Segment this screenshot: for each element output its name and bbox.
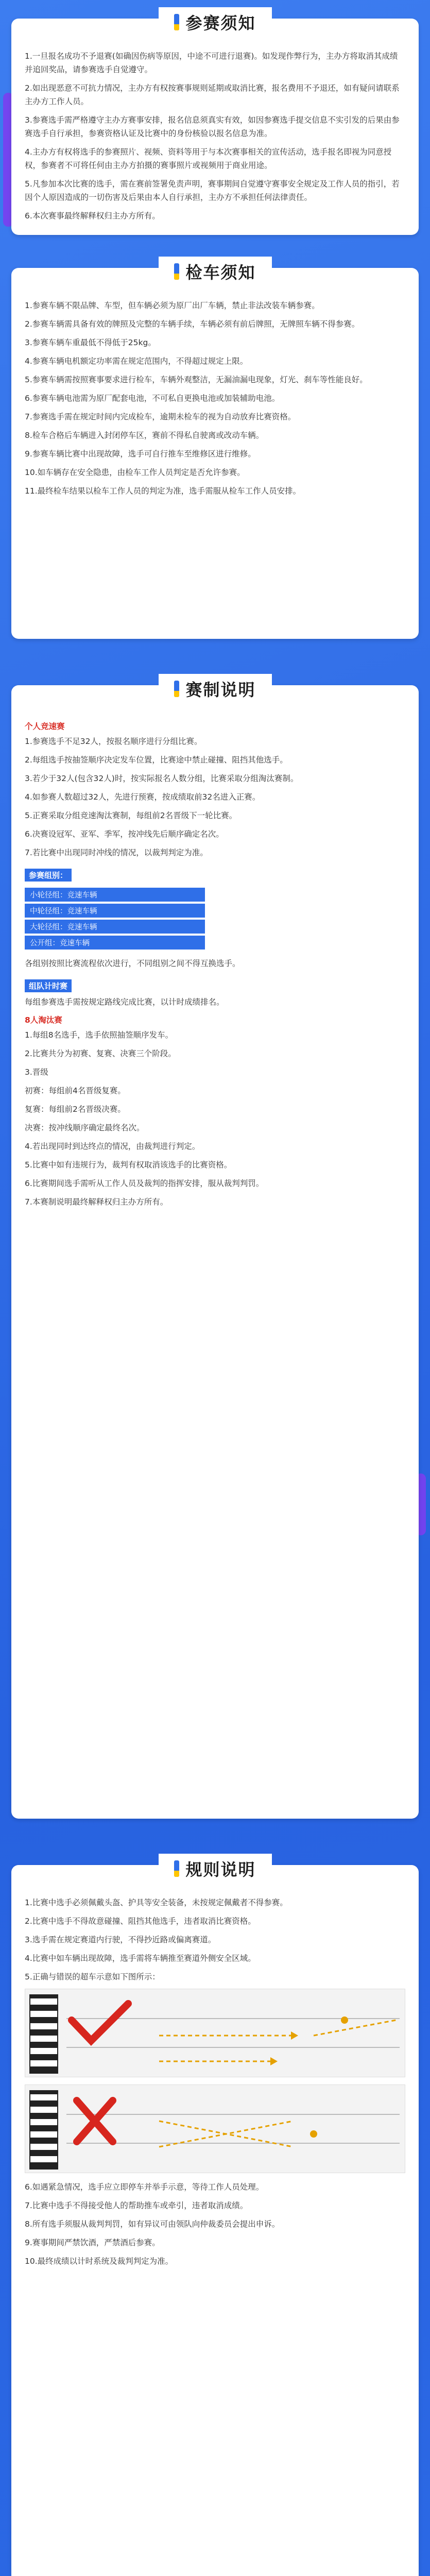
- personal-para-3: 3.若少于32人(包含32人)时，按实际报名人数分组，比赛采取分组淘汰赛制。: [25, 774, 299, 783]
- check-card: [11, 263, 419, 639]
- team-race-note: 每组参赛选手需按规定路线完成比赛，以计时成绩排名。: [25, 997, 225, 1007]
- check-card-header: [159, 257, 272, 286]
- elimination-heading: 8人淘汰赛: [25, 1015, 62, 1025]
- elim-para-3: 3.晋级: [25, 1067, 48, 1077]
- elim-para-8: 5.比赛中如有违规行为，裁判有权取消该选手的比赛资格。: [25, 1160, 232, 1170]
- personal-para-4: 4.如参赛人数超过32人，先进行预赛，按成绩取前32名进入正赛。: [25, 792, 261, 802]
- title-bar-icon: [174, 14, 179, 30]
- personal-para-7: 7.若比赛中出现同时冲线的情况，以裁判判定为准。: [25, 848, 208, 857]
- check-para-1: 1.参赛车辆不限品牌、车型，但车辆必须为原厂出厂车辆，禁止非法改装车辆参赛。: [25, 301, 320, 310]
- personal-para-6: 6.决赛设冠军、亚军、季军，按冲线先后顺序确定名次。: [25, 829, 224, 839]
- elim-para-6: 决赛：按冲线顺序确定最终名次。: [25, 1123, 145, 1132]
- elim-para-5: 复赛：每组前2名晋级决赛。: [25, 1105, 126, 1114]
- title-bar-icon: [174, 1860, 179, 1877]
- elim-para-4: 初赛：每组前4名晋级复赛。: [25, 1086, 126, 1095]
- notice-para-3: 3.参赛选手需严格遵守主办方赛事安排，报名信息须真实有效，如因参赛选手提交信息不实引发的后果由参赛选手自行承担，参赛资格认证及比赛中的身份核验以报名信息为准。: [25, 115, 400, 138]
- regulation-after-4: 9.赛事期间严禁饮酒，严禁酒后参赛。: [25, 2238, 160, 2247]
- arrow-icon: [270, 2057, 278, 2065]
- regulation-after-1: 6.如遇紧急情况，选手应立即停车并举手示意，等待工作人员处理。: [25, 2182, 264, 2192]
- path-line: [314, 2020, 396, 2036]
- notice-card-header: [159, 7, 272, 37]
- list-item: 公开组：竞速车辆: [25, 936, 205, 950]
- check-para-3: 3.参赛车辆车重最低不得低于25kg。: [25, 338, 156, 347]
- personal-race-heading: 个人竞速赛: [25, 722, 65, 731]
- correct-overtake-svg: [25, 1989, 405, 2077]
- rider-dot-icon: [310, 2130, 317, 2138]
- notice-title: 参赛须知: [185, 13, 256, 33]
- notice-para-5: 5.凡参加本次比赛的选手，需在赛前签署免责声明，赛事期间自觉遵守赛事安全规定及工作人员的指引，若因个人原因造成的一切伤害及后果由本人自行承担，主办方不承担任何法律责任。: [25, 179, 400, 202]
- check-para-6: 6.参赛车辆电池需为原厂配套电池，不可私自更换电池或加装辅助电池。: [25, 394, 280, 403]
- elim-para-1: 1.每组8名选手，选手依照抽签顺序发车。: [25, 1030, 174, 1040]
- group-heading: 参赛组别：: [25, 869, 72, 882]
- list-item: 小轮径组：竞速车辆: [25, 888, 205, 902]
- cross-icon: [77, 2100, 113, 2142]
- personal-para-2: 2.每组选手按抽签顺序决定发车位置，比赛途中禁止碰撞、阻挡其他选手。: [25, 755, 288, 765]
- regulation-para-3: 3.选手需在规定赛道内行驶，不得抄近路或偏离赛道。: [25, 1935, 216, 1944]
- check-para-4: 4.参赛车辆电机额定功率需在规定范围内，不得超过规定上限。: [25, 357, 248, 366]
- wrong-overtake-diagram: [25, 2084, 405, 2173]
- group-list: [25, 887, 405, 951]
- notice-para-2: 2.如出现恶意不可抗力情况，主办方有权按赛事规则延期或取消比赛，报名费用不予退还，如有疑问请联系主办方工作人员。: [25, 83, 400, 106]
- group-note: 各组别按照比赛流程依次进行，不同组别之间不得互换选手。: [25, 959, 240, 968]
- list-item: 大轮径组：竞速车辆: [25, 920, 205, 934]
- personal-para-1: 1.参赛选手不足32人，按报名顺序进行分组比赛。: [25, 737, 202, 746]
- check-icon: [72, 2004, 128, 2041]
- rules-card: [11, 680, 419, 1819]
- check-para-8: 8.检车合格后车辆进入封闭停车区，赛前不得私自驶离或改动车辆。: [25, 431, 264, 440]
- notice-para-1: 1.一旦报名成功不予退赛(如确因伤病等原因，中途不可进行退赛)。如发现作弊行为，主办方将取消其成绩并追回奖品，请参赛选手自觉遵守。: [25, 52, 398, 74]
- check-para-7: 7.参赛选手需在规定时间内完成检车，逾期未检车的视为自动放弃比赛资格。: [25, 412, 296, 421]
- team-race-heading: 组队计时赛: [25, 979, 72, 992]
- notice-para-6: 6.本次赛事最终解释权归主办方所有。: [25, 211, 160, 221]
- regulation-after-2: 7.比赛中选手不得接受他人的帮助推车或牵引，违者取消成绩。: [25, 2201, 248, 2210]
- wrong-overtake-svg: [25, 2085, 405, 2173]
- check-para-11: 11.最终检车结果以检车工作人员的判定为准，选手需服从检车工作人员安排。: [25, 486, 301, 496]
- check-para-9: 9.参赛车辆比赛中出现故障，选手可自行推车至维修区进行维修。: [25, 449, 256, 459]
- regulation-para-5: 5.正确与错误的超车示意如下图所示：: [25, 1972, 160, 1981]
- elim-para-9: 6.比赛期间选手需听从工作人员及裁判的指挥安排，服从裁判判罚。: [25, 1179, 264, 1188]
- regulation-after-3: 8.所有选手须服从裁判判罚，如有异议可由领队向仲裁委员会提出申诉。: [25, 2219, 280, 2229]
- regulation-card: [11, 1860, 419, 2576]
- list-item: 中轮径组：竞速车辆: [25, 904, 205, 918]
- elim-para-7: 4.若出现同时到达终点的情况，由裁判进行判定。: [25, 1142, 200, 1151]
- elim-para-2: 2.比赛共分为初赛、复赛、决赛三个阶段。: [25, 1049, 176, 1058]
- notice-card: [11, 13, 419, 235]
- arrow-icon: [291, 2031, 298, 2040]
- rules-card-header: [159, 674, 272, 704]
- regulation-para-1: 1.比赛中选手必须佩戴头盔、护具等安全装备，未按规定佩戴者不得参赛。: [25, 1898, 288, 1907]
- elim-para-10: 7.本赛制说明最终解释权归主办方所有。: [25, 1197, 168, 1207]
- regulation-para-2: 2.比赛中选手不得故意碰撞、阻挡其他选手，违者取消比赛资格。: [25, 1917, 256, 1926]
- regulation-after-5: 10.最终成绩以计时系统及裁判判定为准。: [25, 2257, 174, 2266]
- rider-dot-icon: [341, 2016, 348, 2024]
- notice-para-4: 4.主办方有权将选手的参赛照片、视频、资料等用于与本次赛事相关的宣传活动，选手报名即视为同意授权，参赛者不可将任何由主办方拍摄的赛事照片或视频用于商业用途。: [25, 147, 392, 170]
- title-bar-icon: [174, 681, 179, 697]
- title-bar-icon: [174, 263, 179, 280]
- regulation-para-4: 4.比赛中如车辆出现故障，选手需将车辆推至赛道外侧安全区域。: [25, 1954, 256, 1963]
- correct-overtake-diagram: [25, 1989, 405, 2077]
- check-para-10: 10.如车辆存在安全隐患，由检车工作人员判定是否允许参赛。: [25, 468, 245, 477]
- check-para-2: 2.参赛车辆需具备有效的牌照及完整的车辆手续，车辆必须有前后牌照，无牌照车辆不得参赛。: [25, 319, 360, 329]
- check-title: 检车须知: [185, 263, 256, 282]
- personal-para-5: 5.正赛采取分组竞速淘汰赛制，每组前2名晋级下一轮比赛。: [25, 811, 237, 820]
- check-para-5: 5.参赛车辆需按照赛事要求进行检车，车辆外观整洁，无漏油漏电现象，灯光、刹车等性能良好。: [25, 375, 368, 384]
- regulation-title: 规则说明: [185, 1860, 256, 1879]
- rules-title: 赛制说明: [185, 680, 256, 700]
- regulation-card-header: [159, 1854, 272, 1884]
